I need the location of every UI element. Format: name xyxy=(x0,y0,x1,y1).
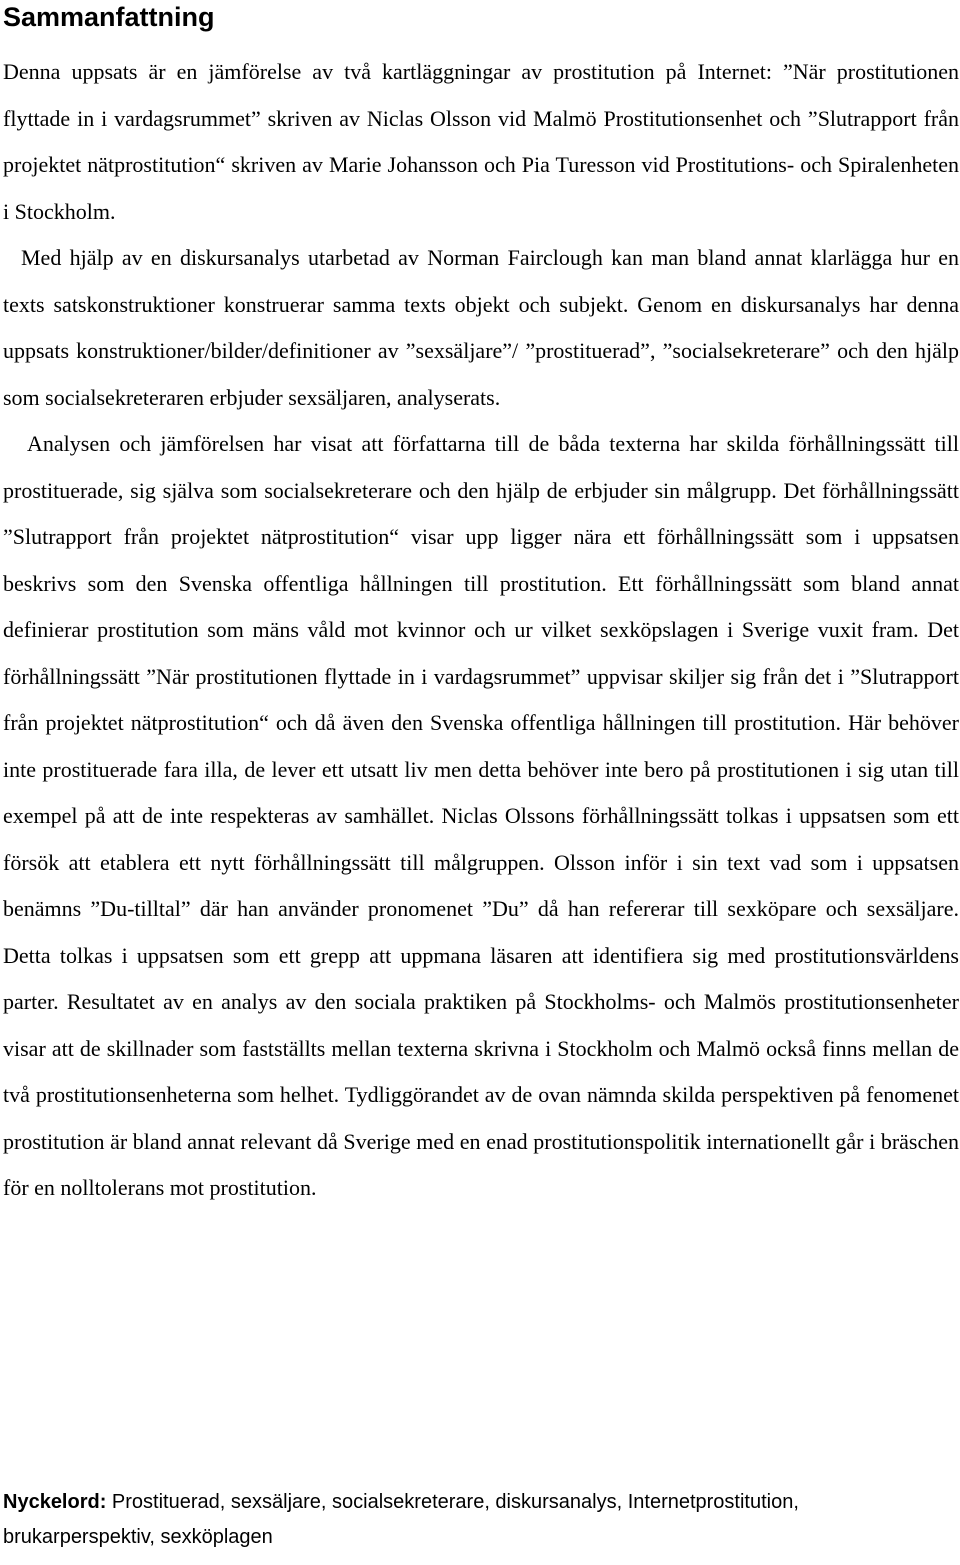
keywords-label: Nyckelord: xyxy=(3,1491,107,1513)
section-heading: Sammanfattning xyxy=(3,2,215,32)
paragraph-intro: Denna uppsats är en jämförelse av två kartläggningar av prostitution på Internet: ”När prostitutionen flyttade in i vardagsrummet” skriven av Niclas Olsson vid Malmö Prostitutionsenhet och ”Slutrapport från projektet nätprostitution“ skriven av Marie Johansson och Pia Turesson vid Prostitutions- och Spiralenheten i Stockholm. xyxy=(3,59,959,224)
keywords xyxy=(3,1485,923,1555)
paragraph-analysis: Analysen och jämförelsen har visat att författarna till de båda texterna har skilda förhållningssätt till prostituerade, sig själva som socialsekreterare och den hjälp de erbjuder sin målgrupp. Det förhållningssätt ”Slutrapport från projektet nätprostitution“ visar upp ligger nära ett förhållningssätt som i uppsatsen beskrivs som den Svenska offentliga hållningen till prostitution. Ett förhållningssätt som bland annat definierar prostitution som mäns våld mot kvinnor och ur vilket sexköpslagen i Sverige vuxit fram. Det förhållningssätt ”När prostitutionen flyttade in i vardagsrummet” uppvisar skiljer sig från det i ”Slutrapport från projektet nätprostitution“ och då även den Svenska offentliga hållningen till prostitution. Här behöver inte prostituerade fara illa, de lever ett utsatt liv men detta behöver inte bero på prostitutionen i sig utan till exempel på att de inte respekteras av samhället. Niclas Olssons förhållningssätt tolkas i uppsatsen som ett försök att etablera ett nytt förhållningssätt till målgruppen. Olsson inför i sin text vad som i uppsatsen benämns ”Du-tilltal” där han använder pronomenet ”Du” då han refererar till sexköpare och sexsäljare. Detta tolkas i uppsatsen som ett grepp att uppmana läsaren att identifiera sig med prostitutionsvärldens parter. Resultatet av en analys av den sociala praktiken på Stockholms- och Malmös prostitutionsenheter visar att de skillnader som fastställts mellan texterna skrivna i Stockholm och Malmö också finns mellan de två prostitutionsenheterna som helhet. Tydliggörandet av de ovan nämnda skilda perspektiven på fenomenet prostitution är bland annat relevant då Sverige med en enad prostitutionspolitik internationellt går i bräschen för en nolltolerans mot prostitution. xyxy=(3,431,959,1200)
paragraph-method: Med hjälp av en diskursanalys utarbetad av Norman Fairclough kan man bland annat klarlägga hur en texts satskonstruktioner konstruerar samma texts objekt och subjekt. Genom en diskursanalys har denna uppsats konstruktioner/bilder/definitioner av ”sexsäljare”/ ”prostituerad”, ”socialsekreterare” och den hjälp som socialsekreteraren erbjuder sexsäljaren, analyserats. xyxy=(3,245,959,410)
keywords-text: Prostituerad, sexsäljare, socialsekreterare, diskursanalys, Internetprostitution, brukarperspektiv, sexköplagen xyxy=(3,1491,799,1548)
document-page xyxy=(3,0,959,1548)
